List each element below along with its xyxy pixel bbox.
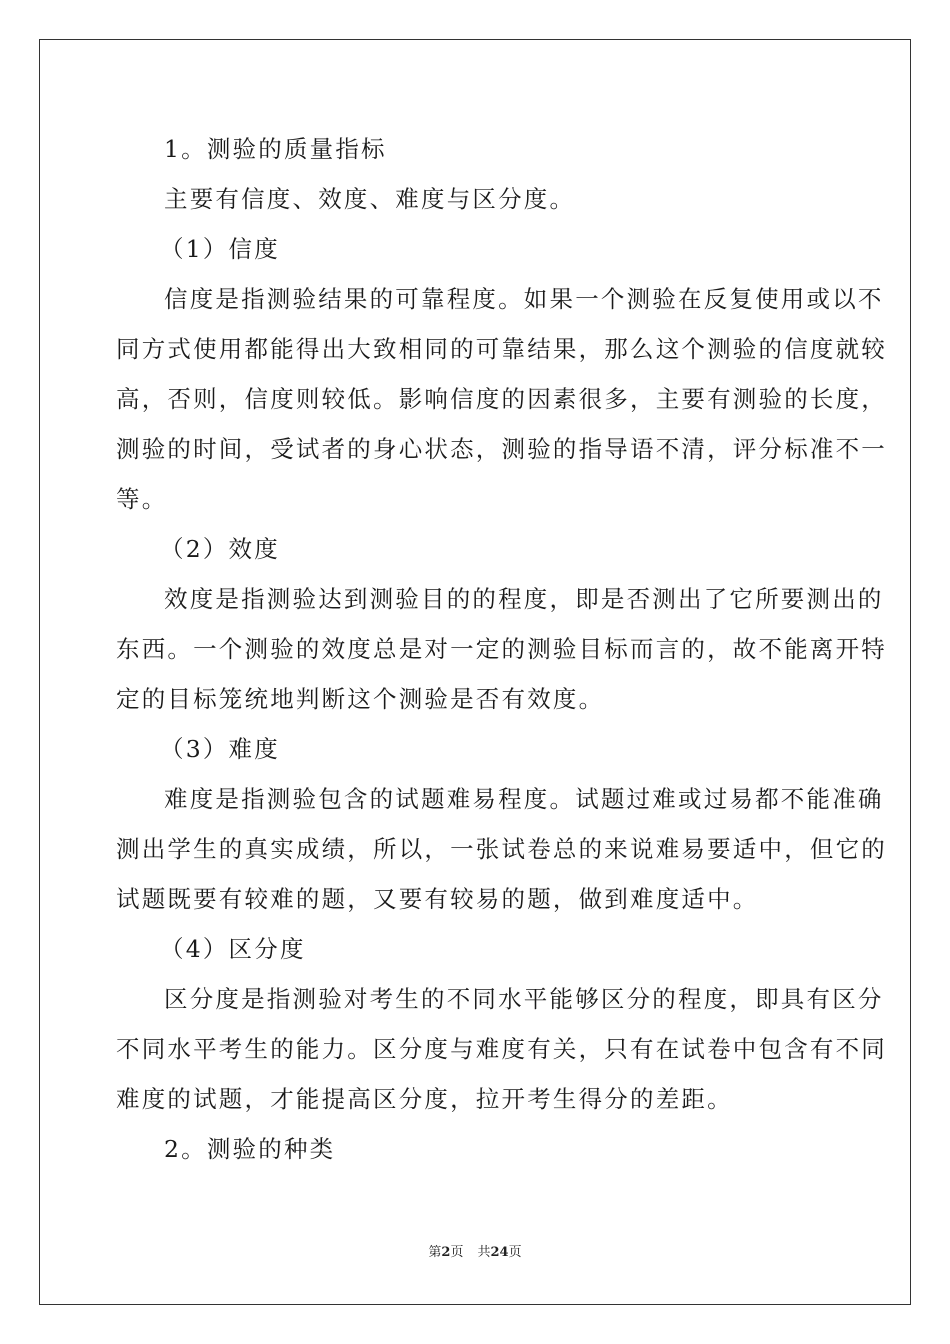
- total-pages: 24: [490, 1245, 509, 1260]
- total-label-suffix: 页: [508, 1245, 522, 1260]
- intro-paragraph: 主要有信度、效度、难度与区分度。: [164, 185, 576, 213]
- section-title-discrimination: （4）区分度: [160, 935, 306, 963]
- paragraph-line: 测验的时间，受试者的身心状态，测验的指导语不清，评分标准不一: [116, 435, 887, 463]
- paragraph-line: 试题既要有较难的题，又要有较易的题，做到难度适中。: [116, 885, 759, 913]
- paragraph-line: 区分度是指测验对考生的不同水平能够区分的程度，即具有区分: [164, 985, 884, 1013]
- paragraph-line: 高，否则，信度则较低。影响信度的因素很多，主要有测验的长度，: [116, 385, 887, 413]
- paragraph-line: 效度是指测验达到测验目的的程度，即是否测出了它所要测出的: [164, 585, 884, 613]
- paragraph-line: 难度是指测验包含的试题难易程度。试题过难或过易都不能准确: [164, 785, 884, 813]
- page-number: 2: [441, 1245, 451, 1260]
- page-label-suffix: 页: [450, 1245, 464, 1260]
- paragraph-line: 等。: [116, 485, 168, 513]
- paragraph-line: 测出学生的真实成绩，所以，一张试卷总的来说难易要适中，但它的: [116, 835, 887, 863]
- page-label-prefix: 第: [428, 1245, 442, 1260]
- paragraph-line: 定的目标笼统地判断这个测验是否有效度。: [116, 685, 605, 713]
- paragraph-line: 不同水平考生的能力。区分度与难度有关，只有在试卷中包含有不同: [116, 1035, 887, 1063]
- heading-test-types: 2。测验的种类: [164, 1135, 336, 1163]
- section-title-difficulty: （3）难度: [160, 735, 280, 763]
- paragraph-line: 东西。一个测验的效度总是对一定的测验目标而言的，故不能离开特: [116, 635, 887, 663]
- document-body: [116, 124, 887, 1174]
- paragraph-line: 同方式使用都能得出大致相同的可靠结果，那么这个测验的信度就较: [116, 335, 887, 363]
- paragraph-line: 难度的试题，才能提高区分度，拉开考生得分的差距。: [116, 1085, 733, 1113]
- section-title-reliability: （1）信度: [160, 235, 280, 263]
- paragraph-line: 信度是指测验结果的可靠程度。如果一个测验在反复使用或以不: [164, 285, 884, 313]
- total-label-prefix: 共: [477, 1245, 491, 1260]
- section-title-validity: （2）效度: [160, 535, 280, 563]
- page-footer: [0, 1243, 950, 1263]
- heading-quality-indicators: 1。测验的质量指标: [164, 135, 387, 163]
